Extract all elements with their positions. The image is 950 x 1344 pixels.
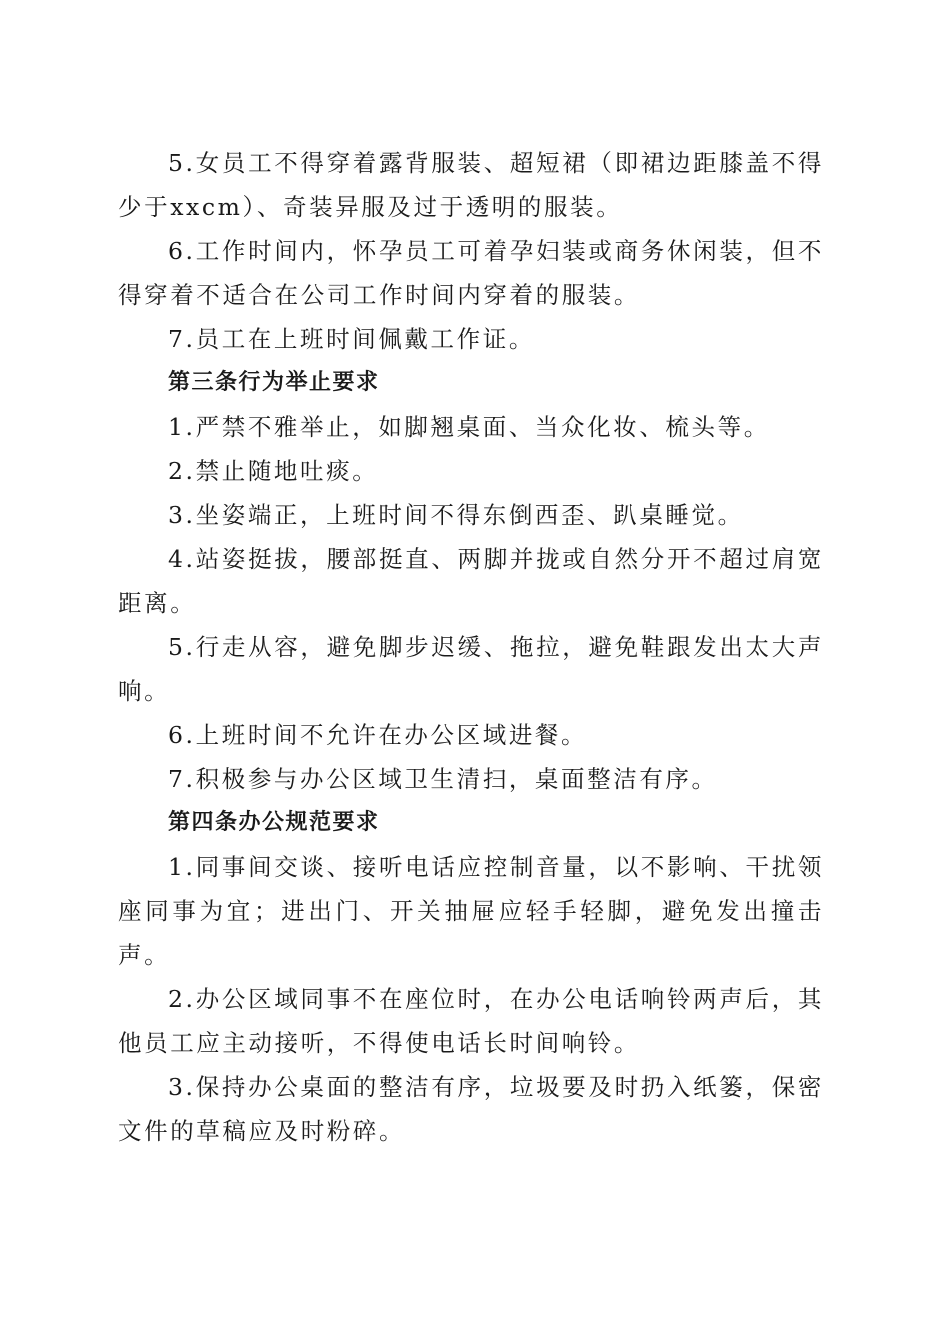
paragraph-behavior-6: 6.上班时间不允许在办公区域进餐。	[168, 721, 588, 749]
paragraph-office-1: 1.同事间交谈、接听电话应控制音量，以不影响、干扰领座同事为宜；进出门、开关抽屉应轻手轻脚，避免发出撞击声。	[118, 853, 824, 969]
paragraph-behavior-1: 1.严禁不雅举止，如脚翘桌面、当众化妆、梳头等。	[168, 413, 770, 441]
paragraph-behavior-5: 5.行走从容，避免脚步迟缓、拖拉，避免鞋跟发出太大声响。	[118, 633, 824, 705]
paragraph-dress-5: 5.女员工不得穿着露背服装、超短裙（即裙边距膝盖不得少于xxcm）、奇装异服及过于透明的服装。	[118, 149, 824, 221]
paragraph-behavior-7: 7.积极参与办公区域卫生清扫，桌面整洁有序。	[168, 765, 718, 793]
paragraph-dress-7: 7.员工在上班时间佩戴工作证。	[168, 325, 535, 353]
paragraph-dress-6: 6.工作时间内，怀孕员工可着孕妇装或商务休闲装，但不得穿着不适合在公司工作时间内穿着的服装。	[118, 237, 824, 309]
section-heading-article-3: 第三条行为举止要求	[168, 370, 380, 395]
paragraph-office-2: 2.办公区域同事不在座位时，在办公电话响铃两声后，其他员工应主动接听，不得使电话长时间响铃。	[118, 985, 824, 1057]
section-heading-article-4: 第四条办公规范要求	[168, 810, 380, 835]
paragraph-behavior-4: 4.站姿挺拔，腰部挺直、两脚并拢或自然分开不超过肩宽距离。	[118, 545, 824, 617]
paragraph-behavior-3: 3.坐姿端正，上班时间不得东倒西歪、趴桌睡觉。	[168, 501, 744, 529]
paragraph-office-3: 3.保持办公桌面的整洁有序，垃圾要及时扔入纸篓，保密文件的草稿应及时粉碎。	[118, 1073, 824, 1145]
paragraph-behavior-2: 2.禁止随地吐痰。	[168, 457, 379, 485]
document-body	[118, 141, 824, 1153]
